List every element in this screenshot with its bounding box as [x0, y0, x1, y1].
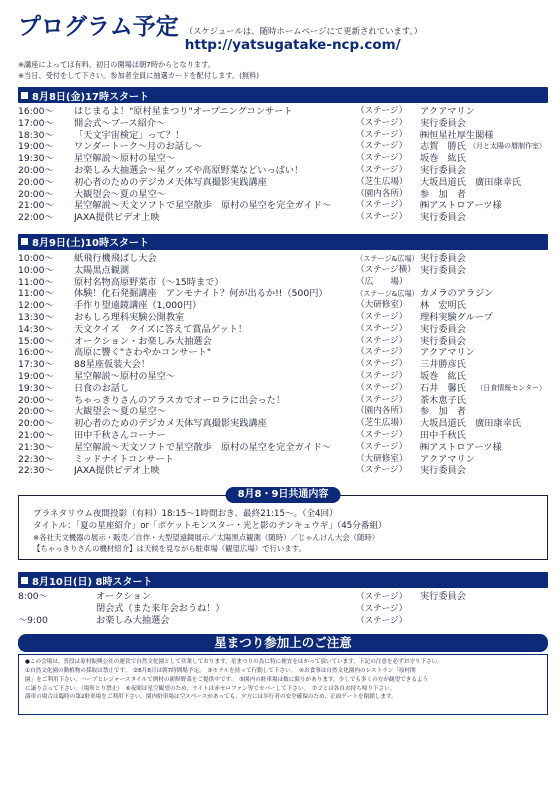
schedule-row	[18, 430, 546, 442]
schedule-time: 10:00～	[18, 252, 54, 264]
schedule-row	[18, 418, 546, 430]
schedule-venue: （ステージ横）	[356, 264, 416, 275]
schedule-time: 12:00～	[18, 300, 54, 312]
schedule-time: 15:00～	[18, 335, 54, 347]
schedule-event: 紙飛行機飛ばし大会	[74, 252, 157, 264]
schedule-time: 21:00～	[18, 429, 54, 441]
schedule-event: 日食のお話し	[74, 382, 130, 394]
square-bullet-icon	[21, 238, 28, 245]
schedule-venue: （ステージ）	[356, 394, 408, 405]
schedule-event: 閉会式（また来年会おうね！）	[96, 603, 225, 615]
schedule-organizer: 実行委員会	[420, 117, 466, 129]
schedule-event: 体験！化石発掘講座 アンモナイト？何が出るか!!（500円）	[74, 288, 328, 300]
schedule-row	[18, 200, 546, 212]
day1-schedule	[18, 106, 546, 224]
notice-line: 満車の場合は臨時の第2駐車場をご利用下さい。園内駐車場は空スペースがあっても、夕方には歩行者の安全確保のため、正面ゲートを閉鎖します。	[25, 694, 397, 701]
schedule-row	[18, 118, 546, 130]
schedule-event: 星空解説～原村の星空～	[74, 370, 176, 382]
schedule-event: 大観望会～夏の星空～	[74, 406, 166, 418]
schedule-organizer	[420, 603, 546, 615]
notice-line: ●この会場は、普段は原村振興公社の運営で自然文化園として営業しております。星まつりの為に特に便宜をはかって頂いています。下記の注意を必ずお守り下さい。	[25, 659, 443, 666]
day1-heading-band	[18, 87, 548, 103]
notice-line: ①自然文化園の動植物の採取は禁止です。 ②8月8日は朝7時開場予定。 ③モラルを持って行動して下さい。 ④お食事は自然文化園内のレストラン「原村開	[25, 667, 416, 674]
schedule-organizer: 参 加 者	[420, 406, 466, 418]
schedule-organizer: カメラのアラジン	[420, 288, 494, 300]
schedule-row	[18, 383, 546, 395]
schedule-organizer	[420, 277, 546, 289]
schedule-row	[18, 359, 546, 371]
schedule-venue: （ステージ）	[356, 106, 408, 116]
schedule-time: 22:00～	[18, 212, 54, 224]
schedule-time: 11:00～	[18, 288, 54, 300]
equipment-line: 【ちゃっきりさんの機材紹介】は天候を見ながら駐車場（観望広場）で行います。	[33, 544, 306, 554]
schedule-organizer: 石井 馨氏	[420, 382, 466, 394]
schedule-row	[18, 177, 546, 189]
schedule-venue: （ステージ）	[356, 604, 408, 615]
square-bullet-icon	[21, 577, 28, 584]
note-line: ※当日、受付をして下さい。参加者全員に抽選カードを配付します。(無料)	[18, 71, 260, 80]
schedule-venue: （ステージ&広場）	[356, 289, 419, 299]
schedule-time: 19:30～	[18, 382, 54, 394]
schedule-event: 大観望会～夏の星空～	[74, 188, 166, 200]
day3-section	[18, 572, 546, 627]
schedule-organizer: 実行委員会	[420, 164, 466, 176]
schedule-organizer: 坂巻 紘氏	[420, 153, 466, 165]
schedule-organizer: 大坂昌道氏 廣田康幸氏	[420, 176, 522, 188]
schedule-event: お楽しみ大抽選会～星グッズや高原野菜などいっぱい！	[74, 164, 304, 176]
day2-schedule	[18, 253, 546, 477]
schedule-event: 開会式～ブース紹介～	[74, 117, 166, 129]
schedule-venue: （ステージ）	[356, 441, 408, 452]
day2-heading: 8月9日(土)10時スタート	[32, 238, 149, 250]
schedule-row	[18, 253, 546, 265]
schedule-organizer: ㈱恒星社厚生閣様	[420, 129, 494, 141]
schedule-event: ミッドナイトコンサート	[74, 453, 174, 465]
schedule-time: 8:00～	[18, 591, 48, 603]
schedule-organizer: ㈱アストロアーツ様	[420, 441, 502, 453]
schedule-row	[18, 347, 546, 359]
schedule-time: 19:00～	[18, 370, 54, 382]
schedule-row	[18, 212, 546, 224]
schedule-organizer: 坂巻 紘氏	[420, 370, 466, 382]
schedule-event: オークション・お楽しみ大抽選会	[74, 335, 212, 347]
schedule-venue: （ステージ）	[356, 200, 408, 211]
schedule-row	[18, 395, 546, 407]
schedule-organizer: 実行委員会	[420, 212, 466, 224]
schedule-time: 20:00～	[18, 418, 54, 430]
schedule-row	[18, 189, 546, 201]
schedule-venue: （芝生広場）	[356, 418, 408, 429]
day1-heading: 8月8日(金)17時スタート	[32, 91, 149, 103]
schedule-time: 18:30～	[18, 129, 54, 141]
schedule-venue: （ステージ）	[356, 212, 408, 223]
schedule-venue: （ステージ&広場）	[356, 253, 419, 263]
page-subtitle: （スケジュールは、随時ホームページにて更新されています。）	[184, 26, 423, 36]
schedule-time: 22:30～	[18, 465, 54, 477]
schedule-row	[18, 603, 546, 615]
square-bullet-icon	[21, 92, 28, 99]
schedule-row	[18, 442, 546, 454]
schedule-time: 20:00～	[18, 164, 54, 176]
schedule-organizer: 参 加 者	[420, 188, 466, 200]
notes	[18, 59, 546, 81]
schedule-time: 20:00～	[18, 176, 54, 188]
schedule-time: 21:30～	[18, 441, 54, 453]
schedule-row	[18, 130, 546, 142]
schedule-time: 20:00～	[18, 394, 54, 406]
schedule-event: 太陽黒点観測	[74, 264, 130, 276]
schedule-event: 天文クイズ クイズに答えて賞品ゲット！	[74, 323, 248, 335]
schedule-event: おもしろ理科実験公開教室	[74, 311, 185, 323]
schedule-venue: （園内各所）	[356, 188, 408, 199]
schedule-time: 21:00～	[18, 200, 54, 212]
schedule-organizer: 実行委員会	[420, 264, 466, 276]
schedule-organizer: 実行委員会	[420, 591, 466, 603]
schedule-venue: （ステージ）	[356, 359, 408, 370]
schedule-row	[18, 312, 546, 324]
schedule-organizer: 実行委員会	[420, 252, 466, 264]
notice-title: 星まつり参加上のご注意	[18, 634, 548, 652]
schedule-event: 初心者のためのデジカメ天体写真撮影実践講座	[74, 176, 267, 188]
schedule-organizer-affiliation: （月と太陽の暦制作室）	[469, 142, 546, 151]
schedule-time: 10:00～	[18, 264, 54, 276]
day3-heading-band	[18, 572, 548, 588]
schedule-event: 原村名物高原野菜市（～15時まで）	[74, 276, 224, 288]
common-content-title: 8月8・9日共通内容	[226, 487, 341, 503]
schedule-event: 手作り望遠鏡講座（1,000円）	[74, 300, 202, 312]
page-title: プログラム予定	[18, 14, 179, 40]
schedule-time: 19:30～	[18, 153, 54, 165]
schedule-venue: （ステージ）	[356, 370, 408, 381]
schedule-event: 星空解説～天文ソフトで星空散歩 原村の星空を完全ガイド～	[74, 441, 331, 453]
schedule-venue: （広 場）	[356, 276, 408, 287]
note-line: ※講座によっては有料、初日の開場は朝7時からとなります。	[18, 60, 215, 69]
schedule-time: 22:30～	[18, 453, 54, 465]
website-url[interactable]: http://yatsugatake-ncp.com/	[184, 37, 401, 53]
schedule-organizer: アクアマリン	[420, 106, 475, 117]
schedule-organizer: アクアマリン	[420, 347, 475, 359]
schedule-venue: （大研修室）	[356, 453, 408, 464]
schedule-event: 「天文宇宙検定」って？！	[74, 129, 185, 141]
schedule-time: 19:00～	[18, 141, 54, 153]
schedule-organizer: 田中千秋氏	[420, 429, 466, 441]
schedule-time: 20:00～	[18, 406, 54, 418]
schedule-event: 星空解説～原村の星空～	[74, 153, 176, 165]
schedule-event: ワンダートーク～月のお話し～	[74, 141, 203, 153]
schedule-organizer: 大坂昌道氏 廣田康幸氏	[420, 418, 522, 430]
schedule-time: 16:00～	[18, 106, 54, 117]
schedule-time: 17:30～	[18, 359, 54, 371]
schedule-organizer: 理科実験グループ	[420, 311, 493, 323]
schedule-venue: （ステージ）	[356, 311, 408, 322]
notice-line: に譲り合って下さい。（場所とり禁止） ⑥夜間は星空観望のため、ライトは赤セロファン等でカバーして下さい。 ⑦ゴミは各自お持ち帰り下さい。	[25, 685, 396, 692]
schedule-event: オークション	[96, 591, 151, 603]
schedule-venue: （ステージ）	[356, 153, 408, 164]
schedule-time: 16:00～	[18, 347, 54, 359]
schedule-row	[18, 106, 546, 118]
schedule-organizer-affiliation: （日食情報センター）	[476, 383, 546, 392]
schedule-event: JAXA提供ビデオ上映	[74, 212, 160, 224]
schedule-row	[18, 153, 546, 165]
schedule-venue: （ステージ）	[356, 592, 408, 603]
schedule-row	[18, 288, 546, 300]
schedule-row	[18, 406, 546, 418]
day3-schedule	[18, 591, 546, 627]
schedule-organizer: 実行委員会	[420, 323, 466, 335]
schedule-time: 14:30～	[18, 323, 54, 335]
schedule-row	[18, 336, 546, 348]
planetarium-title-line: タイトル：「夏の星座紹介」or「ポケットモンスター・光と影のテンキュウギ」（45分番組）	[33, 521, 387, 532]
schedule-venue: （ステージ）	[356, 129, 408, 140]
schedule-row	[18, 324, 546, 336]
schedule-row	[18, 277, 546, 289]
header	[18, 8, 546, 53]
schedule-organizer: 実行委員会	[420, 465, 466, 477]
common-content-box	[18, 489, 548, 560]
day1-section	[18, 87, 546, 224]
schedule-venue: （芝生広場）	[356, 176, 408, 187]
day3-heading: 8月10日(日) 8時スタート	[32, 576, 153, 588]
schedule-row	[18, 615, 546, 627]
schedule-venue: （ステージ）	[356, 323, 408, 334]
schedule-row	[18, 454, 546, 466]
schedule-event: ちゃっきりさんのアラスカでオーロラに出会った！	[74, 394, 286, 406]
schedule-row	[18, 141, 546, 153]
schedule-event: 星空解説～天文ソフトで星空散歩 原村の星空を完全ガイド～	[74, 200, 331, 212]
exhibit-line: ※各社天文機器の展示・販売／自作・大型望遠鏡展示／太陽黒点観測（随時）／じゃんけん大会（随時）	[33, 533, 380, 543]
schedule-organizer: 志賀 勝氏	[420, 141, 466, 153]
schedule-venue: （ステージ）	[356, 117, 408, 128]
schedule-organizer: 茶木恵子氏	[420, 394, 466, 406]
schedule-venue: （ステージ）	[356, 616, 408, 627]
schedule-event: はじまるよ！"原村星まつり"オープニングコンサート	[74, 106, 293, 117]
schedule-time	[18, 603, 74, 615]
day2-section	[18, 234, 546, 477]
schedule-row	[18, 465, 546, 477]
schedule-venue: （ステージ）	[356, 335, 408, 346]
schedule-organizer	[420, 615, 546, 627]
schedule-venue: （ステージ）	[356, 429, 408, 440]
schedule-row	[18, 591, 546, 603]
schedule-venue: （ステージ）	[356, 141, 408, 152]
schedule-time: 17:00～	[18, 117, 54, 129]
schedule-row	[18, 371, 546, 383]
schedule-event: 高原に響く"さわやかコンサート"	[74, 347, 212, 359]
schedule-event: 田中千秋さんコーナー	[74, 429, 166, 441]
notice-line: 園」をご利用下さい。ハーブとレジャースタイルで開村の新鮮野菜をご提供中です。 ⑤園内の駐車場は数に限りがあります。少しでも多くの方が観望できるよう	[25, 676, 429, 683]
schedule-venue: （ステージ）	[356, 347, 408, 358]
schedule-row	[18, 165, 546, 177]
schedule-venue: （大研修室）	[356, 300, 408, 311]
schedule-row	[18, 300, 546, 312]
schedule-event: お楽しみ大抽選会	[96, 615, 170, 627]
notice-box	[18, 654, 548, 715]
schedule-time: 11:00～	[18, 276, 54, 288]
planetarium-line: プラネタリウム夜間投影（有料）18:15～1時間おき、最終21:15～。（全4回）	[33, 509, 338, 520]
schedule-row	[18, 265, 546, 277]
schedule-venue: （園内各所）	[356, 406, 408, 417]
schedule-organizer: アクアマリン	[420, 453, 475, 465]
schedule-event: 88星座仮装大会！	[74, 359, 151, 371]
schedule-organizer: ㈱アストロアーツ様	[420, 200, 502, 212]
schedule-time: 13:30～	[18, 311, 54, 323]
schedule-time: ～9:00	[18, 615, 48, 627]
header-right	[185, 25, 422, 53]
schedule-event: 初心者のためのデジカメ天体写真撮影実践講座	[74, 418, 267, 430]
schedule-event: JAXA提供ビデオ上映	[74, 465, 160, 477]
schedule-venue: （ステージ）	[356, 465, 408, 476]
schedule-time: 20:00～	[18, 188, 54, 200]
schedule-venue: （ステージ）	[356, 164, 408, 175]
schedule-organizer: 林 宏明氏	[420, 300, 466, 312]
schedule-venue: （ステージ）	[356, 382, 408, 393]
schedule-organizer: 実行委員会	[420, 335, 466, 347]
schedule-organizer: 三井勝彦氏	[420, 359, 466, 371]
day2-heading-band	[18, 234, 548, 250]
